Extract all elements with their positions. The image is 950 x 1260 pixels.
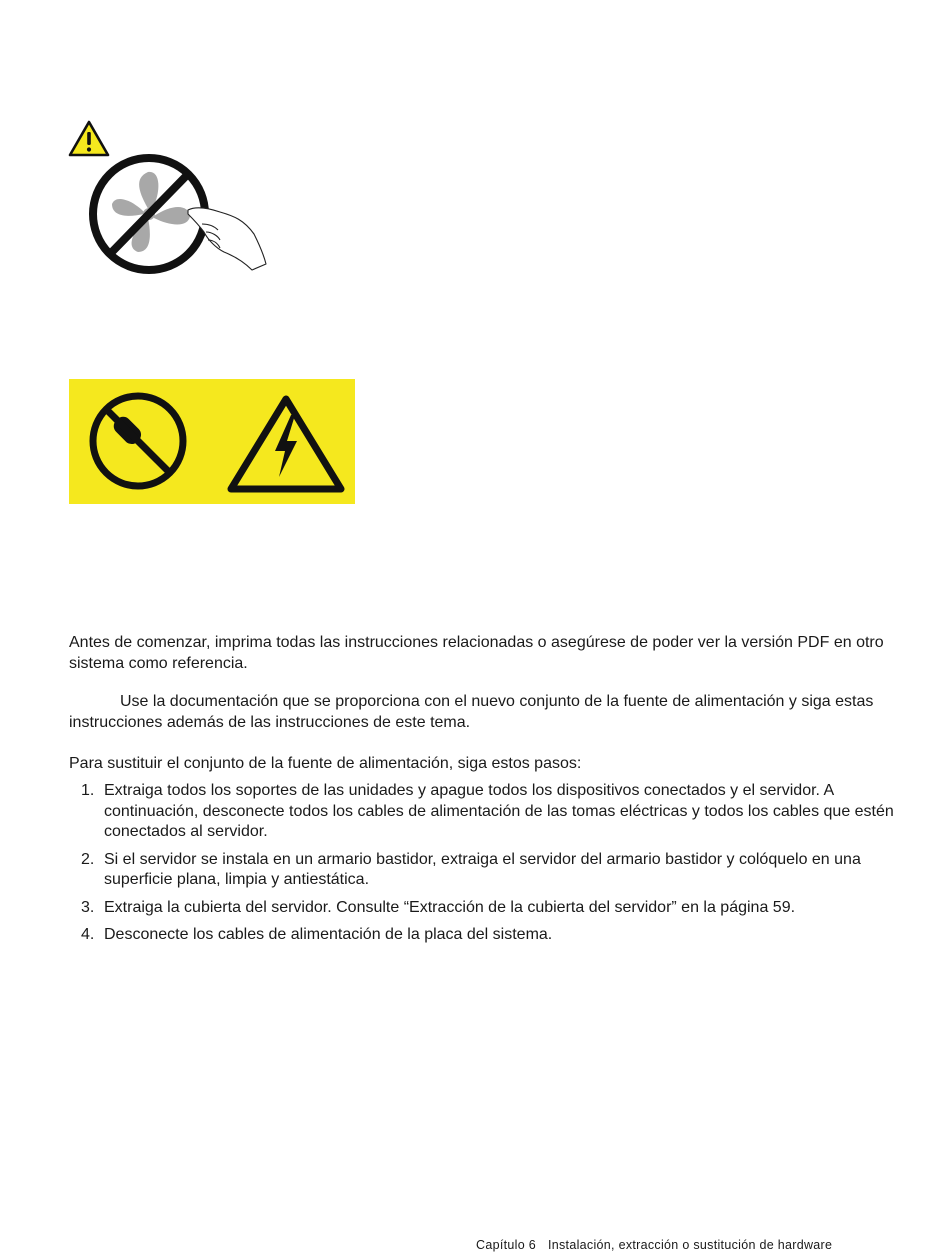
step-item: [69, 898, 899, 919]
step-number: 2.: [81, 850, 95, 868]
footer-chapter: Capítulo 6: [476, 1238, 536, 1252]
footer-title: Instalación, extracción o sustitución de hardware: [547, 1238, 833, 1252]
step-number: 4.: [81, 926, 95, 943]
step-text: Si el servidor se instala en un armario bastidor, extraiga el servidor del armario bastidor y colóquelo en una superficie plana, limpia y antiestática.: [104, 850, 861, 888]
electrical-hazard-panel: [69, 379, 355, 504]
step-text: Extraiga la cubierta del servidor. Consulte “Extracción de la cubierta del servidor” en la página 59.: [104, 898, 796, 916]
intro-paragraph: Antes de comenzar, imprima todas las instrucciones relacionadas o asegúrese de poder ver la versión PDF en otro sistema como referencia.: [69, 634, 884, 672]
step-item: [69, 781, 899, 843]
page-footer: [476, 1238, 832, 1252]
no-screwdriver-icon: [93, 396, 183, 486]
step-text: Extraiga todos los soportes de las unidades y apague todos los dispositivos conectados y el servidor. A continuación, desconecte todos los cables de alimentación de las tomas eléctricas y todos los cables que estén conectados al servidor.: [104, 782, 894, 840]
step-number: 3.: [81, 898, 95, 916]
documentation-paragraph: [69, 691, 899, 733]
steps-list: [69, 781, 899, 953]
steps-intro-paragraph: Para sustituir el conjunto de la fuente de alimentación, siga estos pasos:: [69, 755, 582, 772]
step-item: [69, 925, 899, 946]
high-voltage-icon: [231, 399, 341, 489]
step-text: Desconecte los cables de alimentación de la placa del sistema.: [104, 926, 553, 943]
fan-hazard-icon: [88, 152, 270, 278]
step-item: [69, 850, 899, 891]
documentation-text: Use la documentación que se proporciona con el nuevo conjunto de la fuente de alimentación y siga estas instrucciones además de las instrucciones de este tema.: [69, 693, 874, 731]
step-number: 1.: [81, 782, 95, 799]
hazard-symbols: [69, 379, 355, 504]
